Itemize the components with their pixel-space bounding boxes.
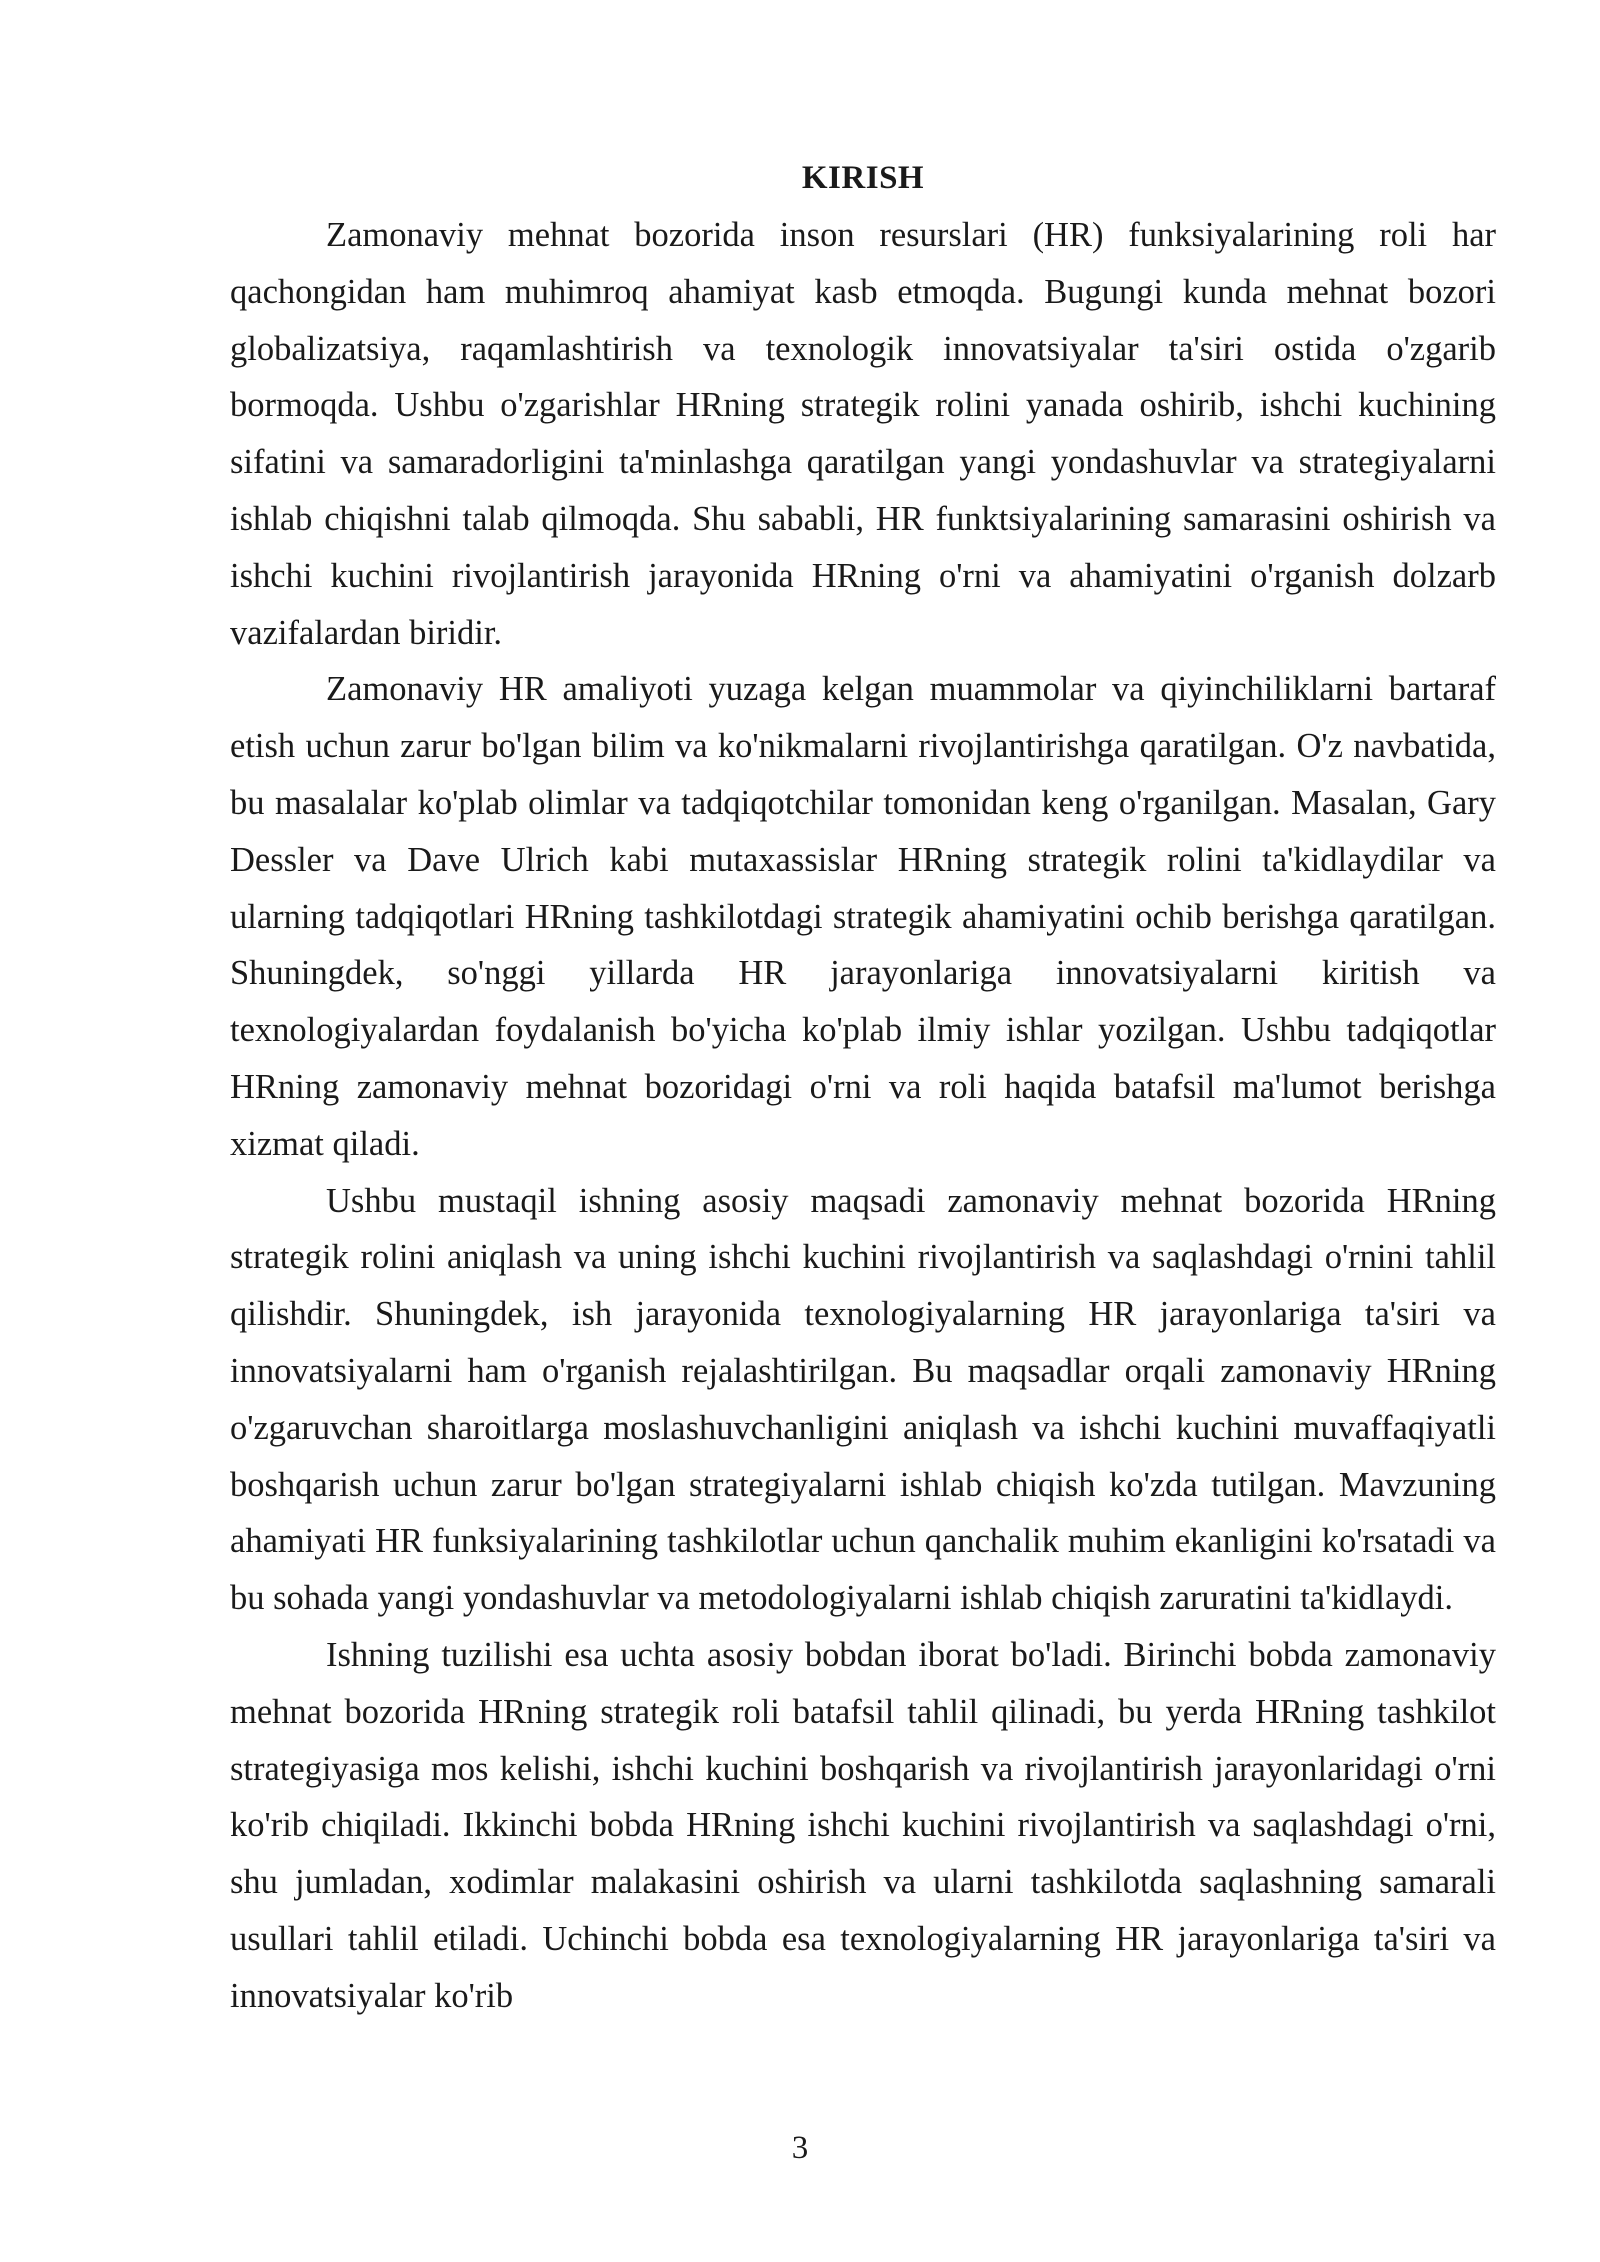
paragraph: Zamonaviy HR amaliyoti yuzaga kelgan muammolar va qiyinchiliklarni bartaraf etish uchun zarur bo'lgan bilim va ko'nikmalarni rivojlantirishga qaratilgan. O'z navbatida, bu masalalar ko'plab olimlar va tadqiqotchilar tomonidan keng o'rganilgan. Masalan, Gary Dessler va Dave Ulrich kabi mutaxassislar HRning strategik rolini ta'kidlaydilar va ularning tadqiqotlari HRning tashkilotdagi strategik ahamiyatini ochib berishga qaratilgan. Shuningdek, so'nggi yillarda HR jarayonlariga innovatsiyalarni kiritish va texnologiyalardan foydalanish bo'yicha ko'plab ilmiy ishlar yozilgan. Ushbu tadqiqotlar HRning zamonaviy mehnat bozoridagi o'rni va roli haqida batafsil ma'lumot berishga xizmat qiladi.: [230, 670, 1496, 1163]
document-page: [230, 150, 1496, 2025]
section-title: KIRISH: [801, 160, 925, 196]
page-number: 3: [791, 2130, 809, 2166]
paragraph: Zamonaviy mehnat bozorida inson resurslari (HR) funksiyalarining roli har qachongidan ham muhimroq ahamiyat kasb etmoqda. Bugungi kunda mehnat bozori globalizatsiya, raqamlashtirish va texnologik innovatsiyalar ta'siri ostida o'zgarib bormoqda. Ushbu o'zgarishlar HRning strategik rolini yanada oshirib, ishchi kuchining sifatini va samaradorligini ta'minlashga qaratilgan yangi yondashuvlar va strategiyalarni ishlab chiqishni talab qilmoqda. Shu sababli, HR funktsiyalarining samarasini oshirish va ishchi kuchini rivojlantirish jarayonida HRning o'rni va ahamiyatini o'rganish dolzarb vazifalardan biridir.: [230, 216, 1496, 652]
paragraph: Ushbu mustaqil ishning asosiy maqsadi zamonaviy mehnat bozorida HRning strategik rolini aniqlash va uning ishchi kuchini rivojlantirish va saqlashdagi o'rnini tahlil qilishdir. Shuningdek, ish jarayonida texnologiyalarning HR jarayonlariga ta'siri va innovatsiyalarni ham o'rganish rejalashtirilgan. Bu maqsadlar orqali zamonaviy HRning o'zgaruvchan sharoitlarga moslashuvchanligini aniqlash va ishchi kuchini muvaffaqiyatli boshqarish uchun zarur bo'lgan strategiyalarni ishlab chiqish ko'zda tutilgan. Mavzuning ahamiyati HR funksiyalarining tashkilotlar uchun qanchalik muhim ekanligini ko'rsatadi va bu sohada yangi yondashuvlar va metodologiyalarni ishlab chiqish zaruratini ta'kidlaydi.: [230, 1181, 1496, 1618]
paragraph: Ishning tuzilishi esa uchta asosiy bobdan iborat bo'ladi. Birinchi bobda zamonaviy mehnat bozorida HRning strategik roli batafsil tahlil qilinadi, bu yerda HRning tashkilot strategiyasiga mos kelishi, ishchi kuchini boshqarish va rivojlantirish jarayonlaridagi o'rni ko'rib chiqiladi. Ikkinchi bobda HRning ishchi kuchini rivojlantirish va saqlashdagi o'rni, shu jumladan, xodimlar malakasini oshirish va ularni tashkilotda saqlashning samarali usullari tahlil etiladi. Uchinchi bobda esa texnologiyalarning HR jarayonlariga ta'siri va innovatsiyalar ko'rib: [230, 1635, 1496, 2015]
